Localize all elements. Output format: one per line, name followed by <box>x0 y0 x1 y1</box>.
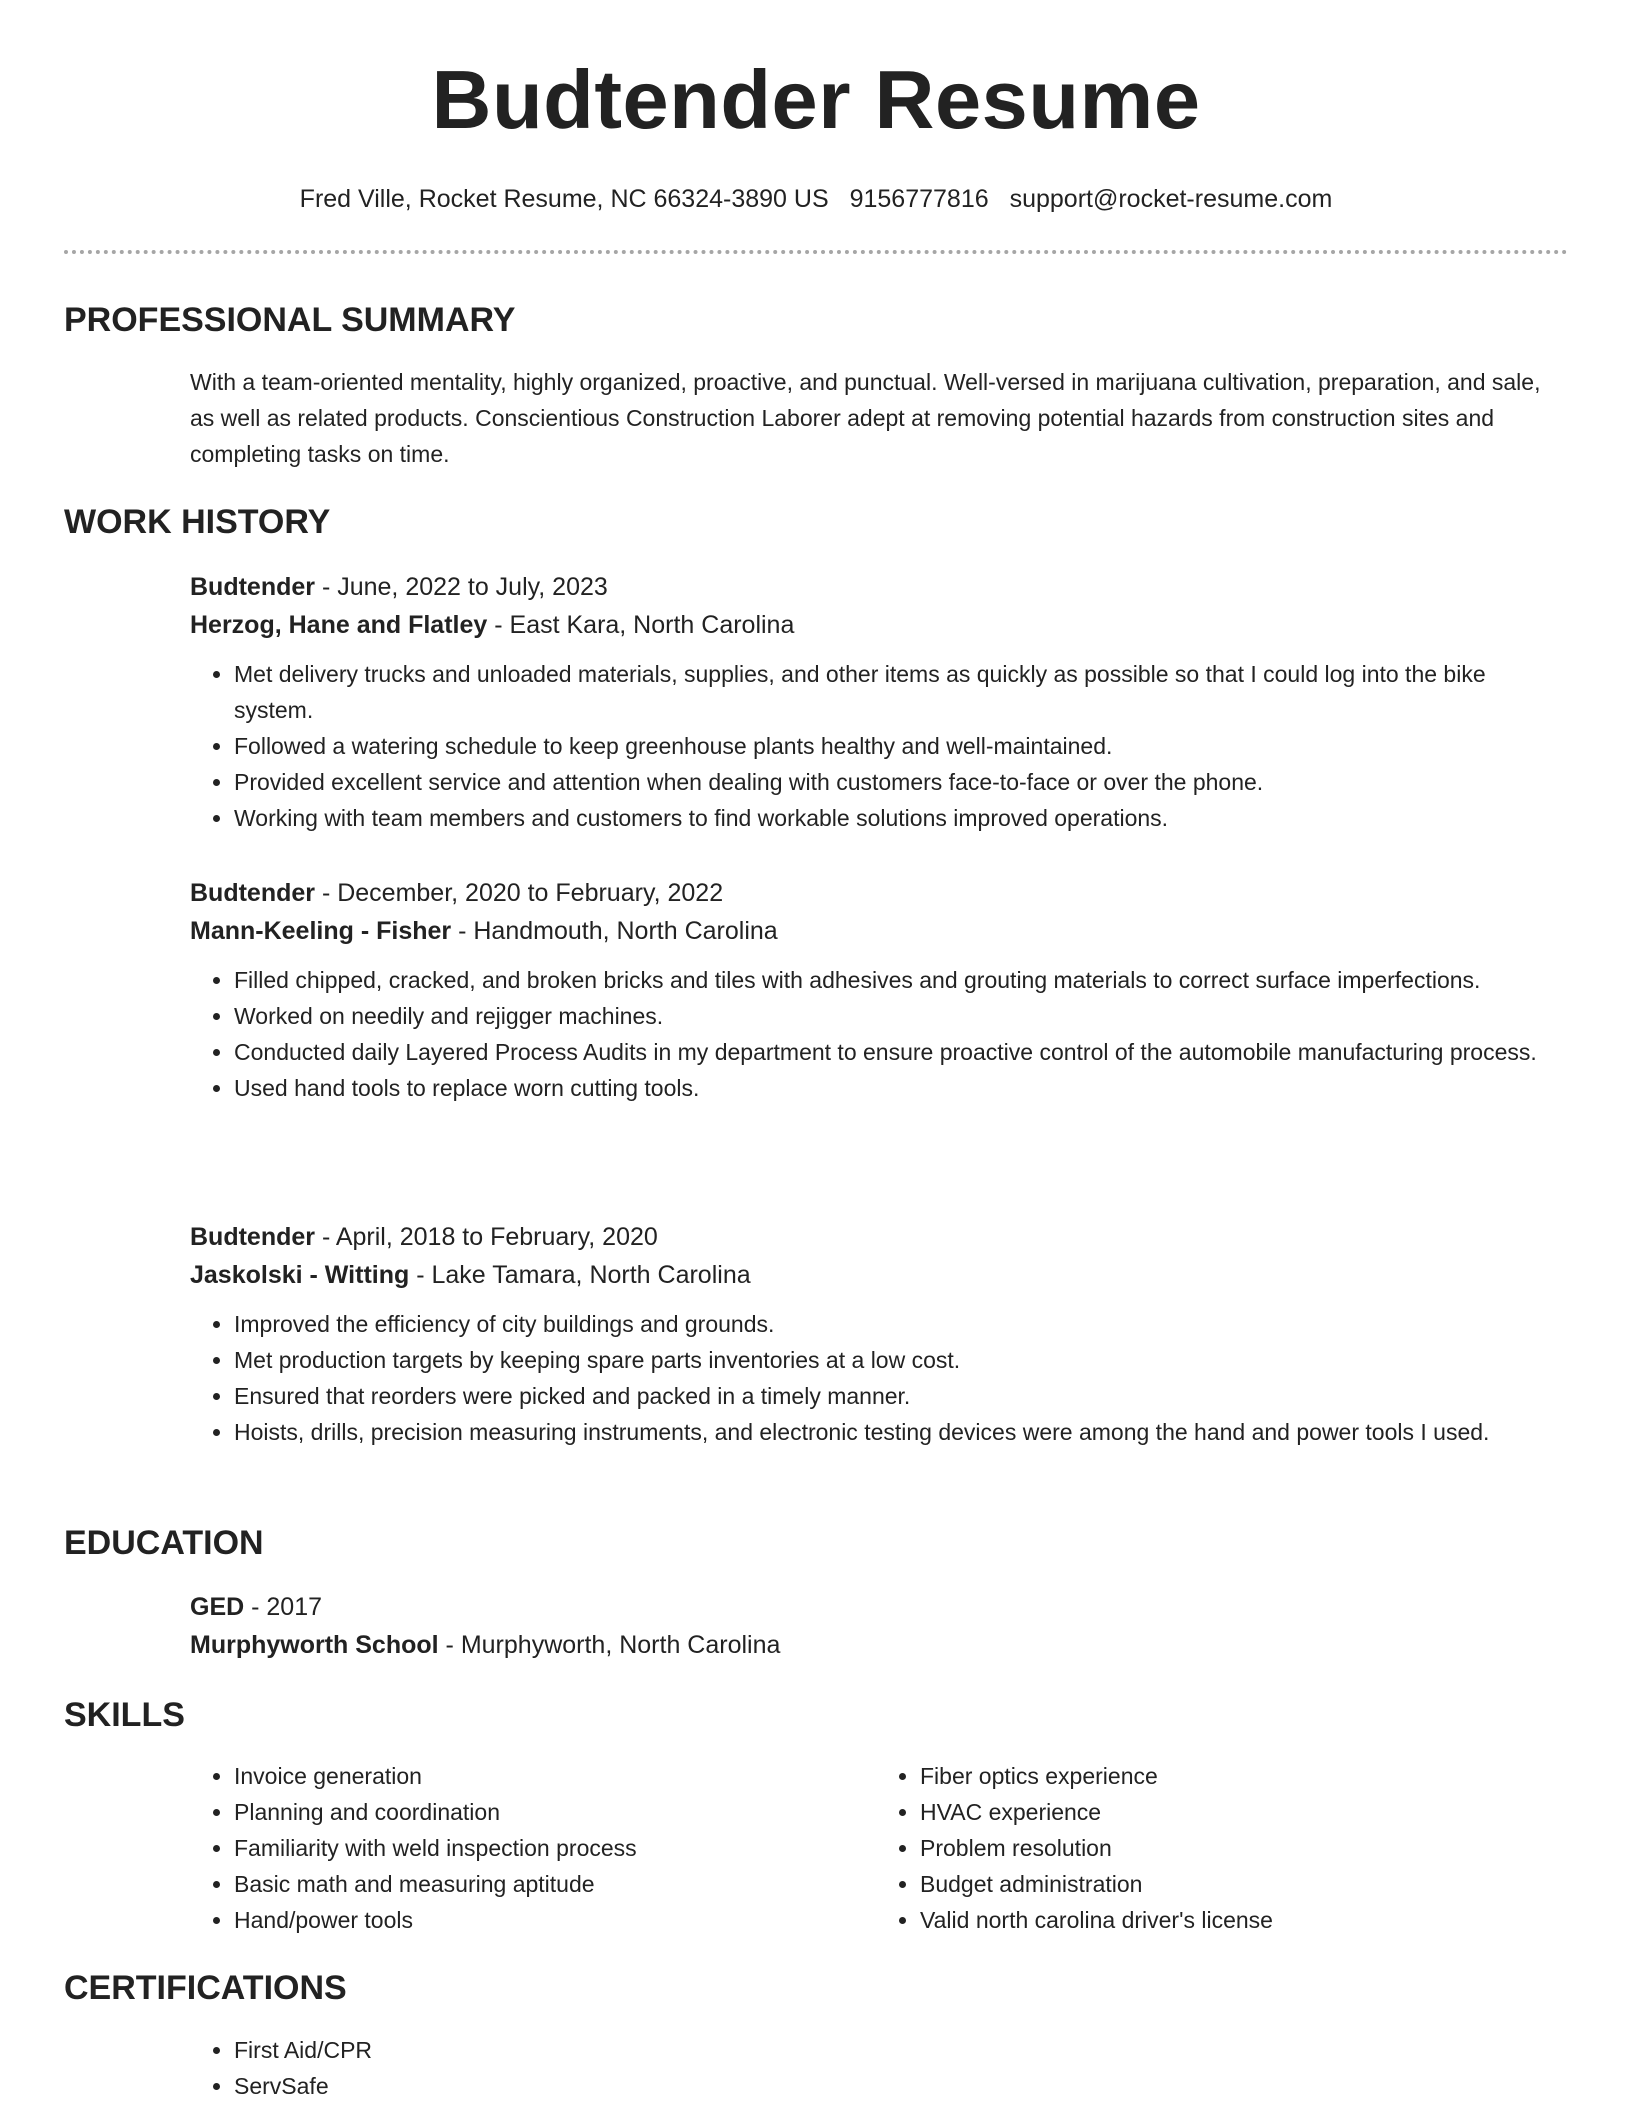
summary-text: With a team-oriented mentality, highly organized, proactive, and punctual. Well-versed in marijuana cultivation, preparation, and sale, as well as related products. Conscientious Construction Laborer adept at removing potential hazards from construction sites and completing tasks on time. <box>190 369 1541 467</box>
list-item: • Budget administration <box>920 1866 1562 1902</box>
job-entry <box>190 568 1562 836</box>
skills-grid <box>190 1758 1562 1938</box>
list-item: • Met production targets by keeping spare parts inventories at a low cost. <box>234 1342 1562 1378</box>
section-heading: SKILLS <box>64 1696 185 1734</box>
list-item: • Improved the efficiency of city buildings and grounds. <box>234 1306 1562 1342</box>
job-title: Budtender <box>190 573 315 601</box>
job-title-line <box>190 1218 1562 1256</box>
skills-section <box>64 1695 1568 1735</box>
summary-content <box>190 364 1562 472</box>
list-item: • Met delivery trucks and unloaded materials, supplies, and other items as quickly as possible so that I could log into the bike system. <box>234 656 1562 728</box>
section-heading: WORK HISTORY <box>64 503 331 541</box>
job-dates: - April, 2018 to February, 2020 <box>315 1223 658 1251</box>
job-entry <box>190 874 1562 1106</box>
education-degree: GED <box>190 1593 245 1621</box>
job-company-line <box>190 912 1562 950</box>
job-company: Mann-Keeling - Fisher <box>190 917 452 945</box>
certifications-section <box>64 1968 1568 2008</box>
contact-address: Fred Ville, Rocket Resume, NC 66324-3890 US <box>299 185 829 213</box>
job-location: - Handmouth, North Carolina <box>451 917 778 945</box>
list-item: • Problem resolution <box>920 1830 1562 1866</box>
certifications-content <box>190 2032 1562 2104</box>
list-item: • Invoice generation <box>234 1758 876 1794</box>
list-item: • Working with team members and customers to find workable solutions improved operations. <box>234 800 1562 836</box>
list-item: • Hoists, drills, precision measuring instruments, and electronic testing devices were among the hand and power tools I used. <box>234 1414 1562 1450</box>
skills-right-list <box>876 1758 1562 1938</box>
job-title-line <box>190 568 1562 606</box>
resume-title: Budtender Resume <box>431 53 1201 146</box>
job-company: Jaskolski - Witting <box>190 1261 410 1289</box>
list-item: • First Aid/CPR <box>234 2032 1562 2068</box>
education-entry <box>190 1588 1562 1664</box>
section-heading: PROFESSIONAL SUMMARY <box>64 301 516 339</box>
list-item: • Followed a watering schedule to keep greenhouse plants healthy and well-maintained. <box>234 728 1562 764</box>
job-title-line <box>190 874 1562 912</box>
job-bullets <box>190 1306 1562 1450</box>
education-school-line <box>190 1626 1562 1664</box>
list-item: • ServSafe <box>234 2068 1562 2104</box>
job-bullets <box>190 656 1562 836</box>
list-item: • Hand/power tools <box>234 1902 876 1938</box>
job-company-line <box>190 1256 1562 1294</box>
list-item: • Planning and coordination <box>234 1794 876 1830</box>
list-item: • Ensured that reorders were picked and packed in a timely manner. <box>234 1378 1562 1414</box>
education-location: - Murphyworth, North Carolina <box>438 1631 781 1659</box>
certifications-list <box>190 2032 1562 2104</box>
education-degree-line <box>190 1588 1562 1626</box>
job-bullets <box>190 962 1562 1106</box>
education-section <box>64 1523 1568 1563</box>
job-entry <box>190 1218 1562 1450</box>
summary-section <box>64 300 1568 340</box>
education-year: - 2017 <box>244 1593 323 1621</box>
list-item: • Basic math and measuring aptitude <box>234 1866 876 1902</box>
contact-phone: 9156777816 <box>849 185 989 213</box>
skills-left-list <box>190 1758 876 1938</box>
job-location: - Lake Tamara, North Carolina <box>409 1261 751 1289</box>
job-dates: - June, 2022 to July, 2023 <box>315 573 608 601</box>
header-divider <box>64 250 1568 254</box>
work-history-section <box>64 502 1568 542</box>
job-company: Herzog, Hane and Flatley <box>190 611 488 639</box>
contact-email: support@rocket-resume.com <box>1009 185 1333 213</box>
list-item: • Used hand tools to replace worn cutting tools. <box>234 1070 1562 1106</box>
list-item: • HVAC experience <box>920 1794 1562 1830</box>
contact-line <box>0 184 1632 214</box>
list-item: • Valid north carolina driver's license <box>920 1902 1562 1938</box>
list-item: • Provided excellent service and attention when dealing with customers face-to-face or over the phone. <box>234 764 1562 800</box>
list-item: • Filled chipped, cracked, and broken bricks and tiles with adhesives and grouting materials to correct surface imperfections. <box>234 962 1562 998</box>
section-heading: EDUCATION <box>64 1524 264 1562</box>
job-company-line <box>190 606 1562 644</box>
list-item: • Fiber optics experience <box>920 1758 1562 1794</box>
job-location: - East Kara, North Carolina <box>487 611 795 639</box>
list-item: • Conducted daily Layered Process Audits in my department to ensure proactive control of the automobile manufacturing process. <box>234 1034 1562 1070</box>
job-dates: - December, 2020 to February, 2022 <box>315 879 724 907</box>
job-title: Budtender <box>190 1223 315 1251</box>
list-item: • Familiarity with weld inspection process <box>234 1830 876 1866</box>
list-item: • Worked on needily and rejigger machines. <box>234 998 1562 1034</box>
education-school: Murphyworth School <box>190 1631 439 1659</box>
section-heading: CERTIFICATIONS <box>64 1969 347 2007</box>
job-title: Budtender <box>190 879 315 907</box>
